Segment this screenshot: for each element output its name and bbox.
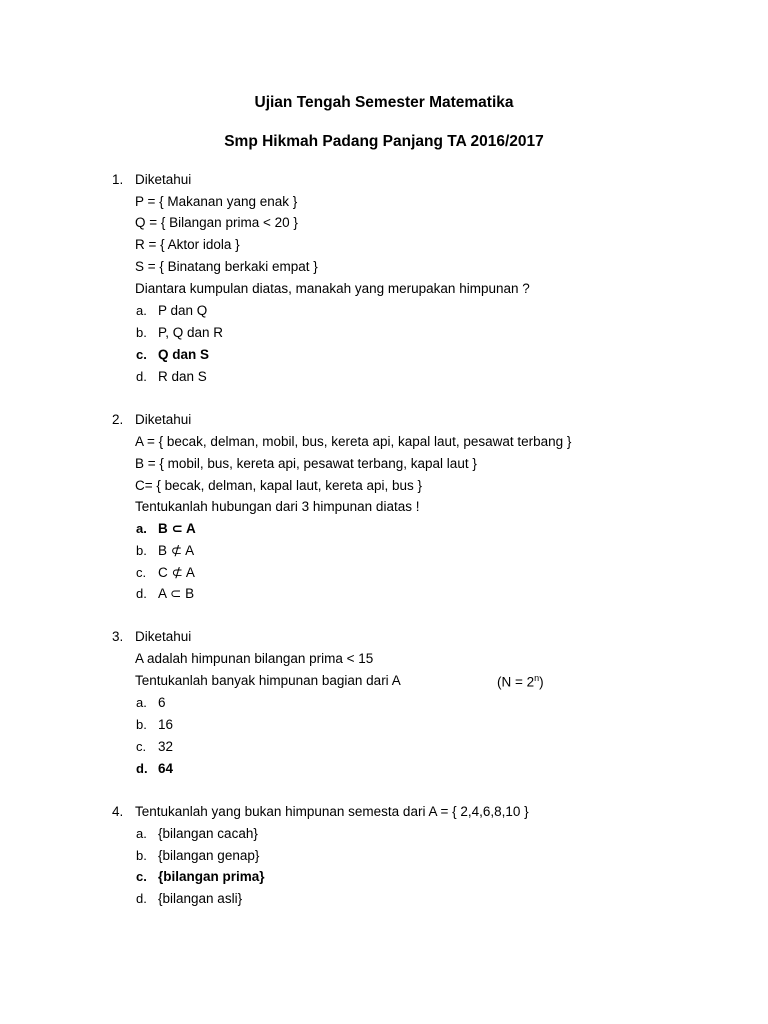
option-letter: d. (136, 891, 147, 906)
question-number: 1. (112, 172, 124, 187)
question-line: S = { Binatang berkaki empat } (135, 259, 318, 274)
option-letter-answer: c. (136, 347, 147, 362)
question-line: Q = { Bilangan prima < 20 } (135, 215, 298, 230)
option-text: 32 (158, 739, 174, 754)
option-letter: a. (136, 303, 147, 318)
option-text: {bilangan cacah} (158, 826, 258, 841)
formula-exponent: n (534, 673, 540, 683)
question-number: 4. (112, 804, 124, 819)
formula-suffix: ) (539, 674, 544, 690)
option-text: P dan Q (158, 303, 208, 318)
option-letter: b. (136, 717, 147, 732)
option-text-answer: 64 (158, 761, 174, 776)
option-text: C ⊄ A (158, 565, 195, 580)
option-text: 16 (158, 717, 174, 732)
option-letter-answer: d. (136, 761, 148, 776)
question-number: 3. (112, 629, 124, 644)
option-letter-answer: a. (136, 521, 147, 536)
option-text: {bilangan genap} (158, 848, 260, 863)
option-letter-answer: c. (136, 869, 147, 884)
question-prompt: Tentukanlah hubungan dari 3 himpunan diatas ! (135, 499, 420, 514)
document-title: Ujian Tengah Semester Matematika (254, 94, 514, 111)
option-letter: c. (136, 739, 147, 754)
option-text: R dan S (158, 369, 207, 384)
option-text-answer: Q dan S (158, 347, 210, 362)
question-line: A adalah himpunan bilangan prima < 15 (135, 651, 374, 666)
document-subtitle: Smp Hikmah Padang Panjang TA 2016/2017 (224, 133, 544, 150)
question-line: C= { becak, delman, kapal laut, kereta api, bus } (135, 478, 423, 493)
option-letter: b. (136, 325, 147, 340)
option-letter: b. (136, 848, 147, 863)
question-number: 2. (112, 412, 124, 427)
option-text: {bilangan asli} (158, 891, 243, 906)
option-text-answer: {bilangan prima} (158, 869, 265, 884)
option-text: 6 (158, 695, 166, 710)
question-line: R = { Aktor idola } (135, 237, 240, 252)
question-line: B = { mobil, bus, kereta api, pesawat terbang, kapal laut } (135, 456, 477, 471)
option-letter: d. (136, 586, 147, 601)
option-text: A ⊂ B (158, 586, 195, 601)
option-text: B ⊄ A (158, 543, 195, 558)
question-prompt: Diantara kumpulan diatas, manakah yang merupakan himpunan ? (135, 281, 530, 296)
option-letter: d. (136, 369, 147, 384)
option-letter: b. (136, 543, 147, 558)
formula (497, 673, 544, 690)
question-line: Diketahui (135, 172, 192, 187)
option-letter: a. (136, 695, 147, 710)
question-prompt: Tentukanlah yang bukan himpunan semesta dari A = { 2,4,6,8,10 } (135, 804, 529, 819)
question-line: Diketahui (135, 412, 192, 427)
option-text-answer: B ⊂ A (158, 521, 196, 536)
option-letter: a. (136, 826, 147, 841)
question-prompt: Tentukanlah banyak himpunan bagian dari A (135, 673, 401, 688)
option-text: P, Q dan R (158, 325, 224, 340)
question-line: P = { Makanan yang enak } (135, 194, 298, 209)
question-line: A = { becak, delman, mobil, bus, kereta api, kapal laut, pesawat terbang } (135, 434, 572, 449)
option-letter: c. (136, 565, 147, 580)
question-line: Diketahui (135, 629, 192, 644)
formula-prefix: (N = 2 (497, 674, 535, 690)
